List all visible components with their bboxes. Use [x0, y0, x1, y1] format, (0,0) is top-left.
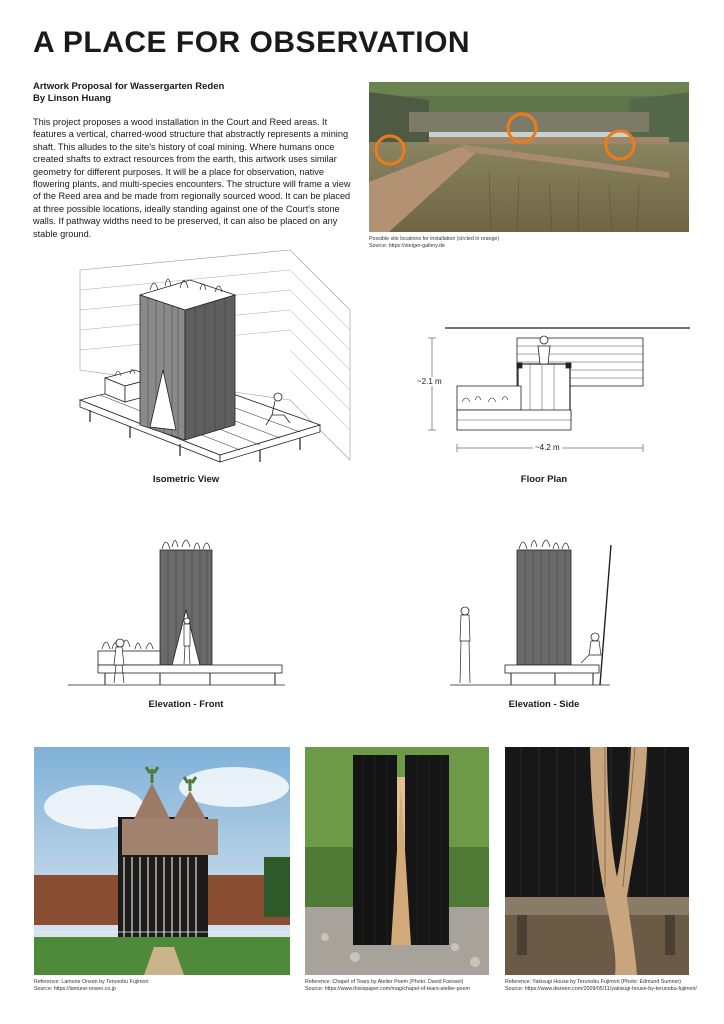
isometric-view-label: Isometric View: [152, 474, 220, 485]
reference-photo-chapel-of-tears: [305, 747, 489, 975]
isometric-drawing: [60, 250, 360, 470]
elevation-front-label: Elevation - Front: [148, 699, 224, 710]
reference-caption-1-text: Reference: Lamune Onsen by Terunobu Fujimori: [34, 979, 149, 985]
reference-caption-2-source: Source: https://www.thisispaper.com/mag/chapel-of-tears-atelier-poem: [305, 985, 470, 992]
site-caption-text: Possible site locations for installation (circled in orange): [369, 236, 500, 242]
height-dimension: ~2.1 m: [417, 377, 442, 386]
reference-caption-1: [34, 979, 294, 992]
reference-photo-yakisugi-house: [505, 747, 689, 975]
subtitle-proposal: Artwork Proposal for Wassergarten Reden: [33, 81, 225, 92]
reference-caption-3-text: Reference: Yakisugi House by Terunobu Fujimori (Photo: Edmund Sumner): [505, 979, 682, 985]
elevation-side-label: Elevation - Side: [508, 699, 580, 710]
reference-photo-lamune-onsen: [34, 747, 290, 975]
subtitle-author: By Linson Huang: [33, 93, 112, 104]
site-photo-caption: [369, 236, 689, 249]
elevation-side-drawing: [445, 525, 615, 690]
reference-caption-2: [305, 979, 495, 992]
site-photo: [369, 82, 689, 232]
reference-caption-3-source: Source: https://www.dezeen.com/2009/05/11/yakisugi-house-by-terunobu-fujimori/: [505, 985, 697, 992]
floor-plan-drawing: [417, 320, 690, 460]
page-title: A PLACE FOR OBSERVATION: [33, 26, 471, 59]
width-dimension: ~4.2 m: [535, 443, 560, 452]
site-caption-source: Source: https://steiger-gallery.de: [369, 242, 445, 249]
reference-caption-2-text: Reference: Chapel of Tears by Atelier Poem (Photo: David Foessel): [305, 979, 464, 985]
elevation-front-drawing: [60, 525, 290, 690]
reference-caption-1-source: Source: https://lamune-onsen.co.jp: [34, 985, 116, 992]
project-description: This project proposes a wood installation in the Court and Reed areas. It features a vertical, charred-wood structure that abstractly represents a mining shaft. This alludes to the site's history of coal mining. Where humans once created shafts to extract resources from the earth, this artwork uses similar geometry for different purposes. It will be a place for observation, native flowering plants, and multi-species encounters. The structure will frame a view of the Reed area and be made from regionally sourced wood. It can be placed at three possible locations, ideally standing against one of the Court's stone walls. If pathway widths need to be preserved, it can also be placed on any stable ground.: [33, 117, 351, 239]
floor-plan-label: Floor Plan: [520, 474, 568, 485]
proposal-subtitle: [33, 81, 224, 105]
reference-caption-3: [505, 979, 705, 992]
